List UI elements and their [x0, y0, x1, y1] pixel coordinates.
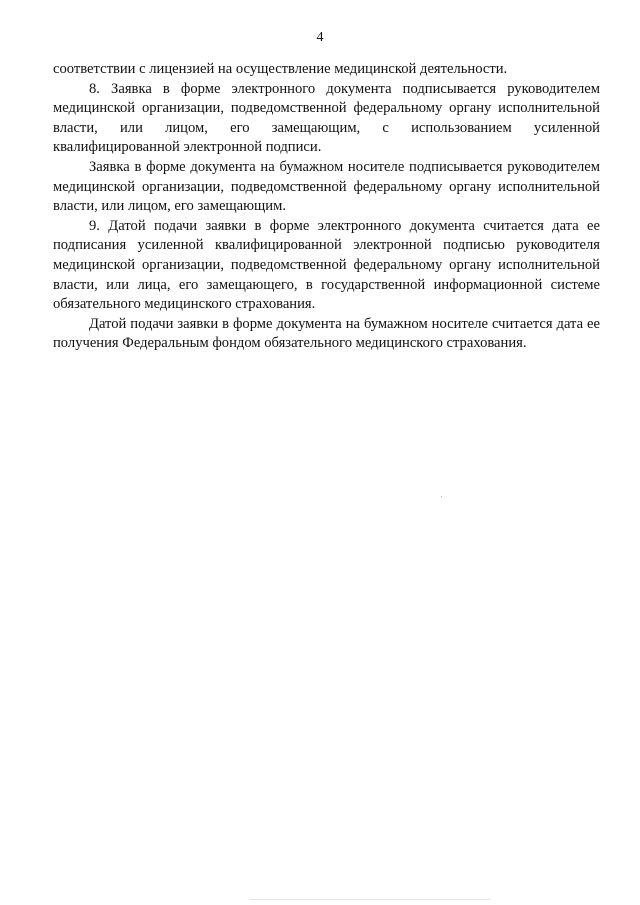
paragraph-continuation: соответствии с лицензией на осуществление медицинской деятельности.	[53, 61, 508, 77]
paragraph-paper-submission-date: Датой подачи заявки в форме документа на бумажном носителе считается дата ее получения Федеральным фондом обязательного медицинского страхования.	[53, 315, 600, 352]
scan-speck	[441, 496, 442, 497]
scan-bottom-edge	[250, 899, 490, 900]
document-body	[53, 60, 600, 354]
paragraph-item-9: 9. Датой подачи заявки в форме электронного документа считается дата ее подписания усиленной квалифицированной электронной подписью руководителя медицинской организации, подведомственной федеральному органу исполнительной власти, или лица, его замещающего, в государственной информационной системе обязательного медицинского страхования.	[53, 217, 600, 313]
paragraph-item-8: 8. Заявка в форме электронного документа подписывается руководителем медицинской организации, подведомственной федеральному органу исполнительной власти, или лицом, его замещающим, с использованием усиленной квалифицированной электронной подписи.	[53, 80, 600, 156]
page-number: 4	[316, 30, 324, 45]
paragraph-paper-signing: Заявка в форме документа на бумажном носителе подписывается руководителем медицинской организации, подведомственной федеральному органу исполнительной власти, или лицом, его замещающим.	[53, 158, 600, 215]
